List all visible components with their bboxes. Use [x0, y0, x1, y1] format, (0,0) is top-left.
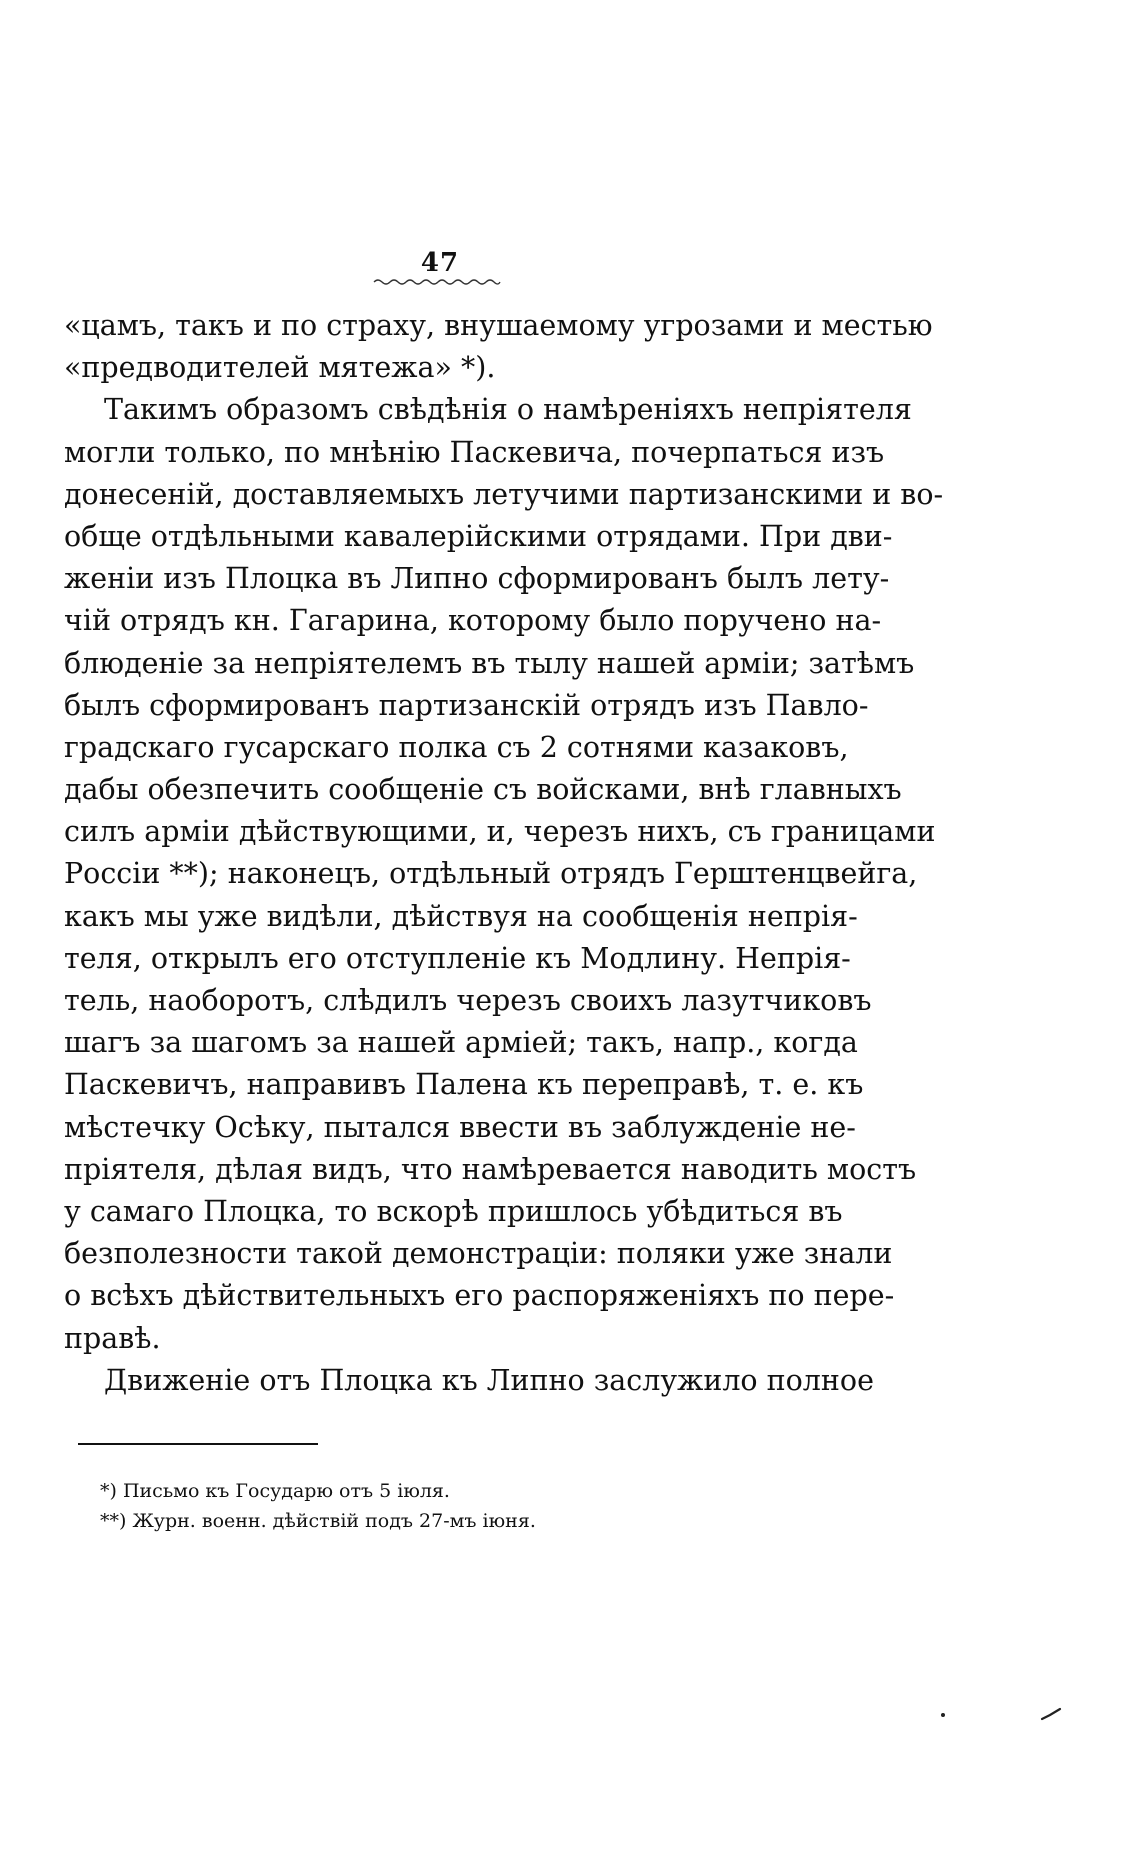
scan-mark [1040, 1706, 1062, 1722]
text-line: мѣстечку Осѣку, пытался ввести въ заблужденіе не- [64, 1110, 856, 1144]
text-line: былъ сформированъ партизанскій отрядъ изъ Павло- [64, 688, 869, 722]
footnote: **) Журн. военн. дѣйствій подъ 27-мъ іюня. [100, 1510, 536, 1532]
text-line: «предводителей мятежа» *). [64, 351, 496, 385]
text-line: женіи изъ Плоцка въ Липно сформированъ былъ лету- [64, 562, 890, 596]
text-line: шагъ за шагомъ за нашей арміей; такъ, напр., когда [64, 1026, 858, 1060]
text-line: блюденіе за непріятелемъ въ тылу нашей арміи; затѣмъ [64, 646, 915, 680]
text-line: Паскевичъ, направивъ Палена къ переправѣ, т. е. къ [64, 1068, 864, 1102]
scan-speck [941, 1713, 945, 1717]
text-line: тель, наоборотъ, слѣдилъ черезъ своихъ лазутчиковъ [64, 984, 872, 1017]
text-line: донесеній, доставляемыхъ летучими партизанскими и во- [64, 477, 944, 511]
text-line: обще отдѣльными кавалерійскими отрядами. При дви- [64, 519, 893, 553]
page-number: 47 [420, 248, 460, 278]
text-line: о всѣхъ дѣйствительныхъ его распоряженіяхъ по пере- [64, 1279, 895, 1313]
text-line: дабы обезпечить сообщеніе съ войсками, внѣ главныхъ [64, 773, 902, 807]
text-line: у самаго Плоцка, то вскорѣ пришлось убѣдиться въ [64, 1194, 843, 1228]
text-line: теля, открылъ его отступленіе къ Модлину. Непрія- [64, 941, 851, 975]
footnote: *) Письмо къ Государю отъ 5 іюля. [100, 1480, 450, 1502]
text-line: Такимъ образомъ свѣдѣнія о намѣреніяхъ непріятеля [104, 393, 912, 427]
footnote-rule [78, 1443, 318, 1445]
text-line: какъ мы уже видѣли, дѣйствуя на сообщенія непрія- [64, 899, 858, 933]
body-text [64, 305, 944, 1402]
text-line: Движеніе отъ Плоцка къ Липно заслужило полное [104, 1363, 874, 1397]
text-line: «цамъ, такъ и по страху, внушаемому угрозами и местью [64, 309, 933, 342]
text-line: градскаго гусарскаго полка съ 2 сотнями казаковъ, [64, 730, 849, 764]
text-line: Россіи **); наконецъ, отдѣльный отрядъ Герштенцвейга, [64, 857, 918, 891]
text-line: силъ арміи дѣйствующими, и, черезъ нихъ, съ границами [64, 815, 936, 849]
text-line: безполезности такой демонстраціи: поляки уже знали [64, 1237, 893, 1271]
page-number-ornament [372, 276, 502, 286]
text-line: чій отрядъ кн. Гагарина, которому было поручено на- [64, 604, 882, 638]
text-line: правѣ. [64, 1321, 161, 1355]
footnotes [100, 1476, 700, 1536]
text-line: могли только, по мнѣнію Паскевича, почерпаться изъ [64, 435, 885, 469]
text-line: пріятеля, дѣлая видъ, что намѣревается наводить мостъ [64, 1152, 917, 1186]
